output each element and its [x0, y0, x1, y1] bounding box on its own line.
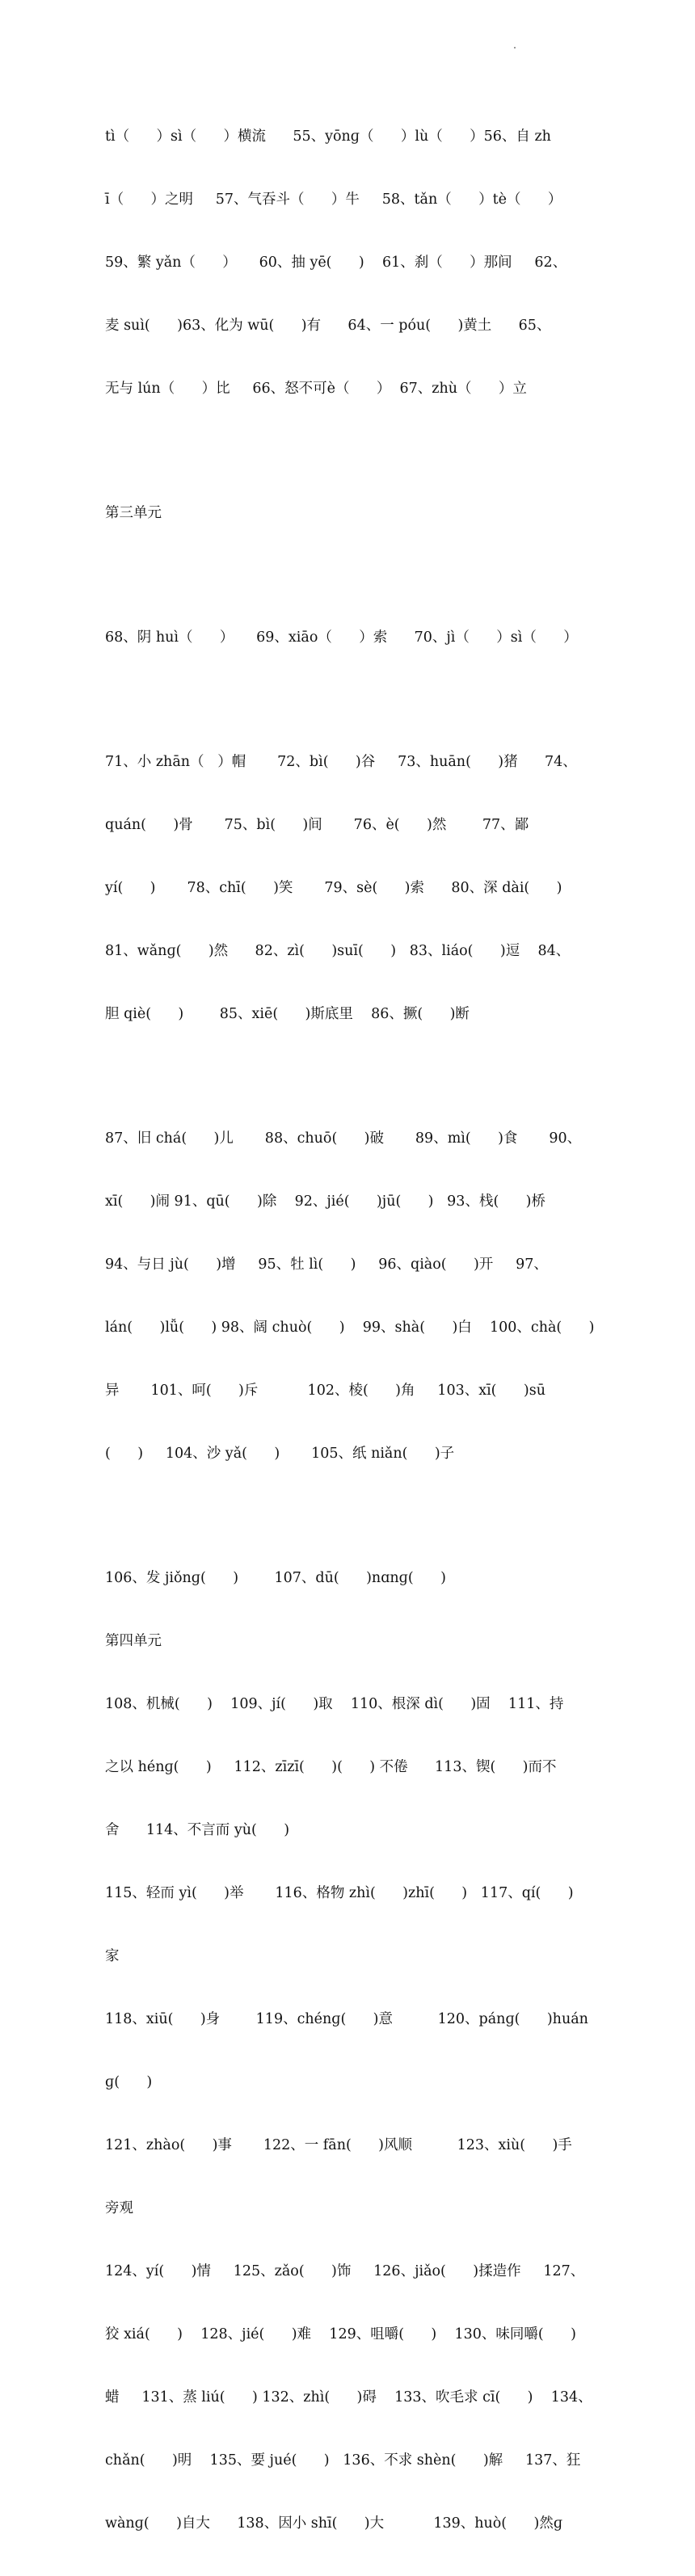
section-top	[105, 84, 590, 441]
unit3-para2	[105, 1086, 595, 1506]
text-line: 124、yí( )情 125、zǎo( )饰 126、jiǎo( )揉造作 127、	[105, 2263, 585, 2279]
text-line: 121、zhào( )事 122、一 fān( )风顺 123、xiù( )手	[105, 2137, 572, 2153]
text-line: tì（ ）sì（ ）横流 55、yōnɡ（ ）lù（ ）56、自 zh	[105, 128, 551, 145]
text-line: 118、xiū( )身 119、chénɡ( )意 120、pánɡ( )huán	[105, 2011, 588, 2027]
text-line: 无与 lún（ ）比 66、怒不可è（ ） 67、zhù（ ）立	[105, 381, 527, 397]
text-line: 之以 hénɡ( ) 112、zīzī( )( ) 不倦 113、锲( )而不	[105, 1759, 557, 1775]
text-line: 71、小 zhān（ ）帽 72、bì( )谷 73、huān( )猪 74、	[105, 754, 577, 770]
text-line: ī（ ）之明 57、气吞斗（ ）牛 58、tǎn（ ）tè（ ）	[105, 192, 562, 208]
spacer	[105, 1067, 590, 1086]
text-line: 旁观	[105, 2200, 133, 2216]
unit3-heading-block	[105, 461, 590, 566]
text-line: yí( ) 78、chī( )笑 79、sè( )索 80、深 dài( )	[105, 880, 562, 896]
text-line: 狡 xiá( ) 128、jié( )难 129、咀嚼( ) 130、味同嚼( )	[105, 2326, 576, 2342]
worksheet-content	[105, 84, 595, 2576]
text-line: 108、机械( ) 109、jí( )取 110、根深 dì( )固 111、持	[105, 1696, 564, 1712]
page-dot	[514, 47, 516, 48]
spacer	[105, 441, 590, 461]
text-line: ( ) 104、沙 yǎ( ) 105、纸 niǎn( )子	[105, 1446, 455, 1462]
text-line: chǎn( )明 135、要 jué( ) 136、不求 shèn( )解 137、狂	[105, 2452, 581, 2469]
text-line: quán( )骨 75、bì( )间 76、è( )然 77、鄙	[105, 817, 529, 833]
unit3-line1-block	[105, 585, 590, 690]
unit4-heading: 第四单元	[105, 1633, 162, 1649]
text-line: 94、与日 jù( )增 95、牡 lì( ) 96、qiào( )开 97、	[105, 1256, 548, 1273]
text-line: 异 101、呵( )斥 102、棱( )角 103、xī( )sū	[105, 1383, 545, 1399]
text-line: ɡ( )	[105, 2074, 153, 2090]
text-line: 蜡 131、蒸 liú( ) 132、zhì( )碍 133、吹毛求 cī( ) 134、	[105, 2389, 592, 2406]
unit3-heading: 第三单元	[105, 505, 162, 521]
text-line: 59、繁 yǎn（ ） 60、抽 yē( ) 61、刹（ ）那间 62、	[105, 255, 567, 271]
text-line: 81、wǎnɡ( )然 82、zì( )suī( ) 83、liáo( )逗 84、	[105, 943, 571, 959]
text-line: 115、轻而 yì( )举 116、格物 zhì( )zhī( ) 117、qí( )	[105, 1885, 574, 1901]
text-line: 106、发 jiǒnɡ( ) 107、dū( )nɑnɡ( )	[105, 1570, 446, 1586]
text-line: 家	[105, 1948, 120, 1964]
text-line: 87、旧 chá( )儿 88、chuō( )破 89、mì( )食 90、	[105, 1130, 582, 1147]
spacer	[105, 1506, 590, 1526]
text-line: 麦 suì( )63、化为 wū( )有 64、一 póu( )黄土 65、	[105, 318, 551, 334]
spacer	[105, 566, 590, 585]
text-line: 舍 114、不言而 yù( )	[105, 1822, 290, 1838]
text-line: 胆 qiè( ) 85、xiē( )斯底里 86、撅( )断	[105, 1006, 470, 1022]
text-line: xī( )闹 91、qū( )除 92、jié( )jū( ) 93、栈( )桥	[105, 1193, 545, 1210]
text-line: wànɡ( )自大 138、因小 shī( )大 139、huò( )然ɡ	[105, 2515, 563, 2532]
unit3-last-and-unit4	[105, 1526, 590, 2576]
unit3-para	[105, 709, 590, 1067]
spacer	[105, 690, 590, 709]
text-line: lán( )lǚ( ) 98、阔 chuò( ) 99、shà( )白 100、chà( )	[105, 1320, 595, 1336]
text-line: 68、阴 huì（ ） 69、xiāo（ ）索 70、jì（ ）sì（ ）	[105, 629, 578, 646]
